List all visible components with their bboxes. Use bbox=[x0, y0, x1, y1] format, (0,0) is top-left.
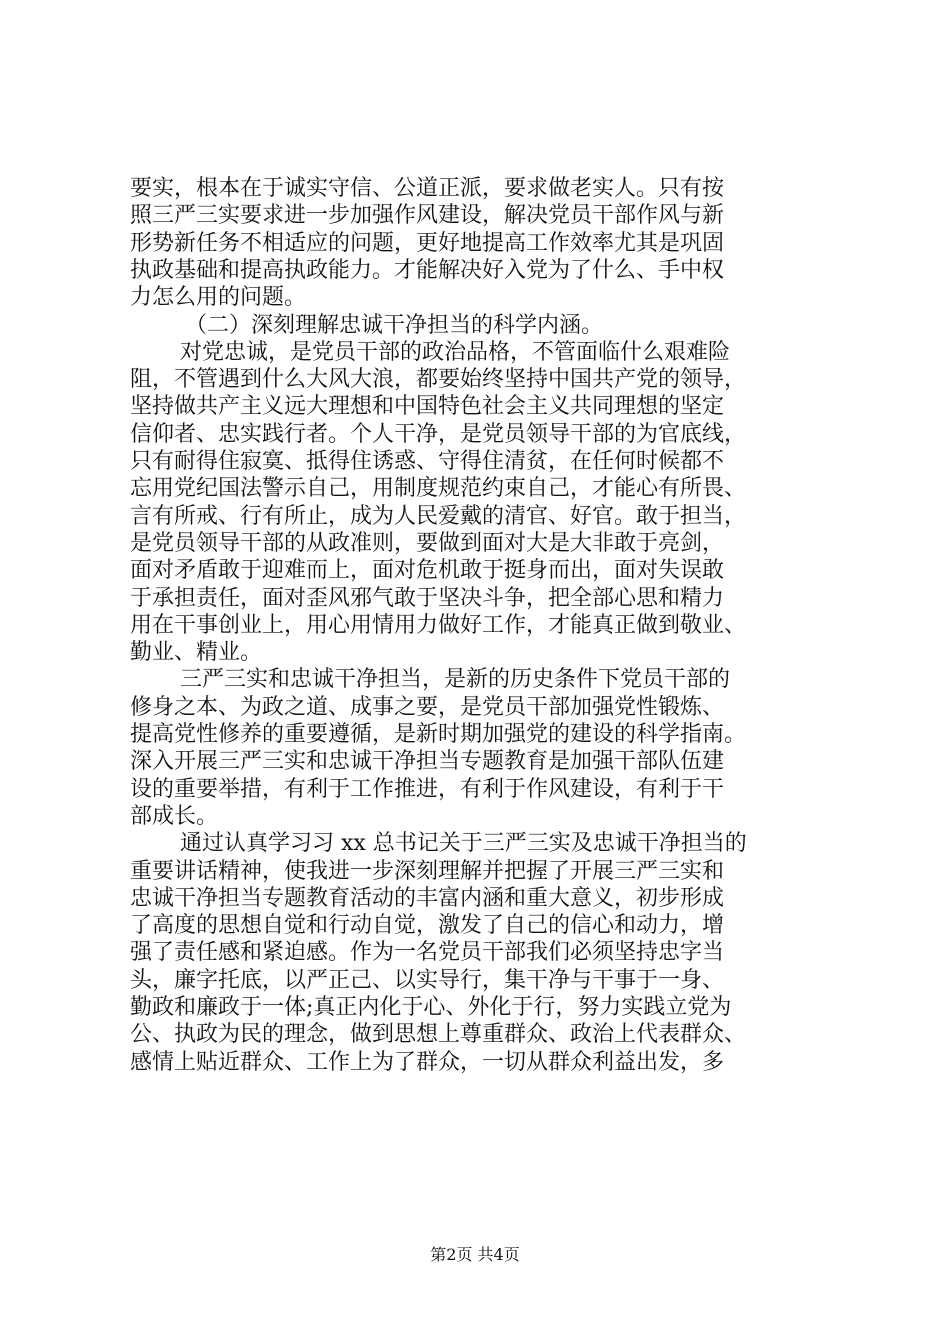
text-line: 通过认真学习习 xx 总书记关于三严三实及忠诚干净担当的 bbox=[180, 831, 747, 857]
text-line: 言有所戒、行有所止，成为人民爱戴的清官、好官。敢于担当， bbox=[130, 503, 747, 529]
text-line: 修身之本、为政之道、成事之要，是党员干部加强党性锻炼、 bbox=[130, 694, 725, 720]
text-line: 感情上贴近群众、工作上为了群众，一切从群众利益出发，多 bbox=[130, 1049, 725, 1075]
text-line: 勤业、精业。 bbox=[130, 640, 263, 666]
text-line: 设的重要举措，有利于工作推进，有利于作风建设，有利于干 bbox=[130, 776, 725, 802]
text-line: 强了责任感和紧迫感。作为一名党员干部我们必须坚持忠字当 bbox=[130, 940, 725, 966]
page-footer: 第2页 共4页 bbox=[430, 1245, 520, 1264]
text-line: 面对矛盾敢于迎难而上，面对危机敢于挺身而出，面对失误敢 bbox=[130, 558, 725, 584]
text-line: 只有耐得住寂寞、抵得住诱惑、守得住清贫，在任何时候都不 bbox=[130, 449, 725, 474]
text-line: 忠诚干净担当专题教育活动的丰富内涵和重大意义，初步形成 bbox=[130, 885, 725, 911]
text-line: 头，廉字托底，以严正己、以实导行，集干净与干事于一身、 bbox=[130, 967, 725, 993]
text-line: 勤政和廉政于一体;真正内化于心、外化于行，努力实践立党为 bbox=[130, 995, 732, 1020]
text-line: 于承担责任，面对歪风邪气敢于坚决斗争，把全部心思和精力 bbox=[130, 585, 725, 611]
text-line: 执政基础和提高执政能力。才能解决好入党为了什么、手中权 bbox=[130, 257, 725, 283]
text-line: 重要讲话精神，使我进一步深刻理解并把握了开展三严三实和 bbox=[130, 858, 725, 884]
text-line: 忘用党纪国法警示自己，用制度规范约束自己，才能心有所畏、 bbox=[130, 476, 747, 502]
text-line: 公、执政为民的理念，做到思想上尊重群众、政治上代表群众、 bbox=[130, 1022, 747, 1048]
text-line: 部成长。 bbox=[130, 803, 219, 829]
text-line: 照三严三实要求进一步加强作风建设，解决党员干部作风与新 bbox=[130, 203, 725, 229]
text-line: 要实，根本在于诚实守信、公道正派，要求做老实人。只有按 bbox=[130, 176, 725, 201]
text-line: 深入开展三严三实和忠诚干净担当专题教育是加强干部队伍建 bbox=[130, 749, 725, 775]
text-line: 坚持做共产主义远大理想和中国特色社会主义共同理想的坚定 bbox=[130, 394, 725, 420]
text-line: 阻，不管遇到什么大风大浪，都要始终坚持中国共产党的领导， bbox=[130, 367, 747, 393]
text-line: 力怎么用的问题。 bbox=[130, 285, 307, 311]
text-line: 是党员领导干部的从政准则，要做到面对大是大非敢于亮剑， bbox=[130, 530, 725, 556]
text-line: 提高党性修养的重要遵循，是新时期加强党的建设的科学指南。 bbox=[130, 722, 747, 747]
text-line: 三严三实和忠诚干净担当，是新的历史条件下党员干部的 bbox=[180, 667, 731, 693]
text-line: 对党忠诚，是党员干部的政治品格，不管面临什么艰难险 bbox=[180, 339, 731, 365]
text-line: 信仰者、忠实践行者。个人干净，是党员领导干部的为官底线， bbox=[130, 421, 747, 447]
text-line: 形势新任务不相适应的问题，更好地提高工作效率尤其是巩固 bbox=[130, 230, 725, 256]
section-heading: （二）深刻理解忠诚干净担当的科学内涵。 bbox=[185, 312, 604, 338]
text-line: 了高度的思想自觉和行动自觉，激发了自己的信心和动力，增 bbox=[130, 913, 725, 939]
text-line: 用在干事创业上，用心用情用力做好工作，才能真正做到敬业、 bbox=[130, 612, 747, 638]
